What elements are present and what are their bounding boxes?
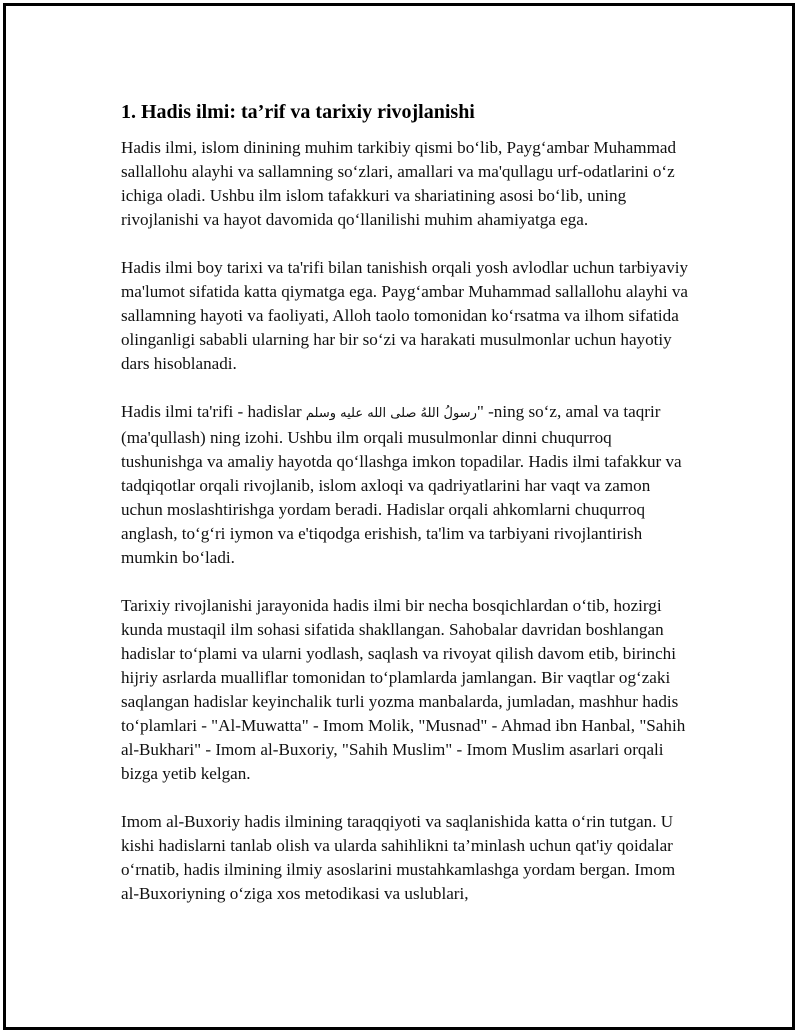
document-body — [121, 98, 691, 930]
page-frame — [3, 3, 795, 1030]
paragraph-3 — [121, 400, 691, 570]
paragraph-2: Hadis ilmi boy tarixi va ta'rifi bilan tanishish orqali yosh avlodlar uchun tarbiyaviy ma'lumot sifatida katta qiymatga ega. Payg‘ambar Muhammad sallallohu alayhi va sallamning hayoti va faoliyati, Alloh taolo tomonidan ko‘rsatma va ilhom sifatida olinganligi sababli ularning har bir so‘zi va harakati musulmonlar uchun hayotiy dars hisoblanadi. — [121, 258, 689, 373]
paragraph-5: Imom al-Buxoriy hadis ilmining taraqqiyoti va saqlanishida katta o‘rin tutgan. U kishi hadislarni tanlab olish va ularda sahihlikni ta’minlash uchun qat'iy qoidalar o‘rnatib, hadis ilmining ilmiy asoslarini mustahkamlashga yordam bergan. Imom al-Buxoriyning o‘ziga xos metodikasi va uslublari, — [121, 812, 676, 903]
arabic-phrase: رسولُ اللهُ صلى الله عليه وسلم — [305, 406, 477, 421]
paragraph-3-intro: Hadis ilmi ta'rifi - hadislar — [121, 402, 306, 421]
paragraph-3-rest: " -ning so‘z, amal va taqrir (ma'qullash) ning izohi. Ushbu ilm orqali musulmonlar dinni chuqurroq tushunishga va amaliy hayotda qo‘llashga imkon topadilar. Hadis ilmi tafakkur va tadqiqotlar orqali rivojlanib, islom axloqi va qadriyatlarini har vaqt va zamon uchun moslashtirishga yordam beradi. Hadislar orqali ahkomlarni chuqurroq anglash, to‘g‘ri iymon va e'tiqodga erishish, ta'lim va tarbiyani rivojlantirish mumkin bo‘ladi. — [121, 402, 682, 567]
section-heading: 1. Hadis ilmi: ta’rif va tarixiy rivojlanishi — [121, 101, 475, 123]
paragraph-4: Tarixiy rivojlanishi jarayonida hadis ilmi bir necha bosqichlardan o‘tib, hozirgi kunda mustaqil ilm sohasi sifatida shakllangan. Sahobalar davridan boshlangan hadislar to‘plami va ularni yodlash, saqlash va rivoyat qilish davom etib, birinchi hijriy asrlarda mualliflar tomonidan to‘plamlarda jamlangan. Bir vaqtlar og‘zaki saqlangan hadislar keyinchalik turli yozma manbalarda, jumladan, mashhur hadis to‘plamlari - "Al-Muwatta" - Imom Molik, "Musnad" - Ahmad ibn Hanbal, "Sahih al-Bukhari" - Imom al-Buxoriy, "Sahih Muslim" - Imom Muslim asarlari orqali bizga yetib kelgan. — [121, 596, 686, 783]
paragraph-1: Hadis ilmi, islom dinining muhim tarkibiy qismi bo‘lib, Payg‘ambar Muhammad sallallohu alayhi va sallamning so‘zlari, amallari va ma'qullagu urf-odatlarini o‘z ichiga oladi. Ushbu ilm islom tafakkuri va shariatining asosi bo‘lib, uning rivojlanishi va hayot davomida qo‘llanilishi muhim ahamiyatga ega. — [121, 138, 677, 229]
